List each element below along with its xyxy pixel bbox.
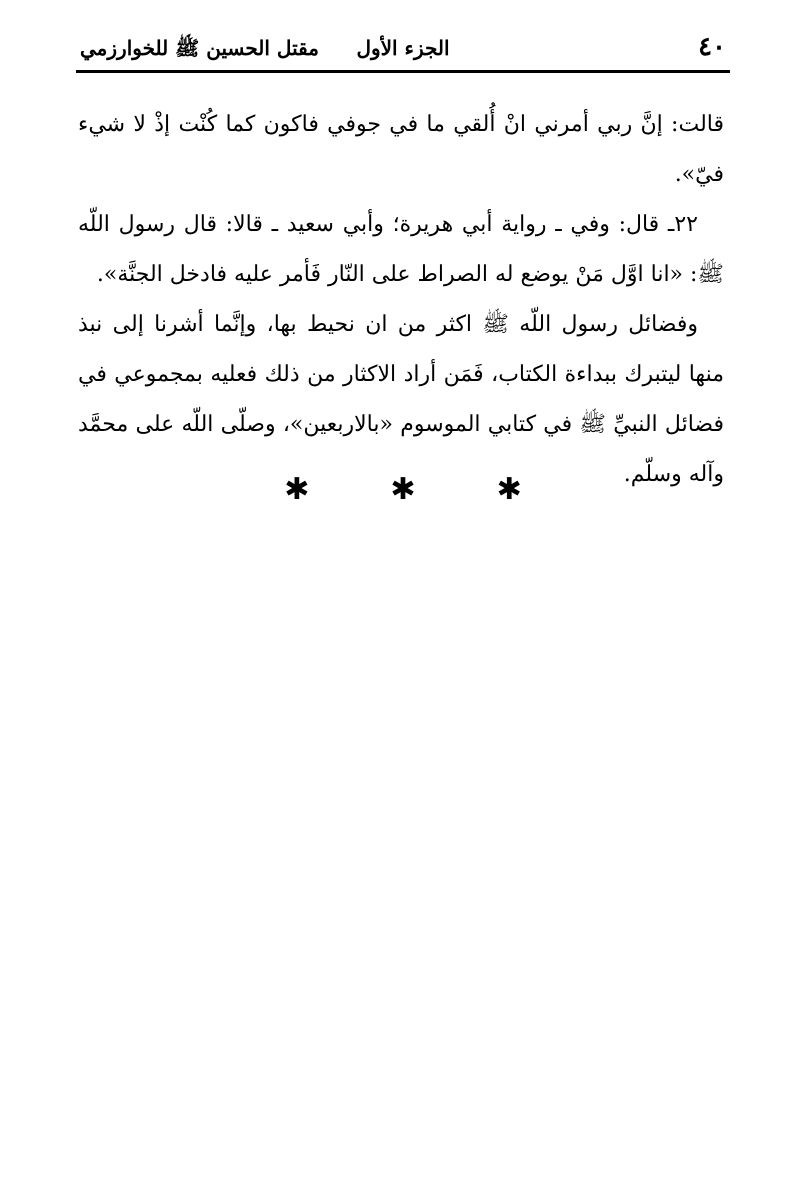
running-header xyxy=(80,32,726,66)
section-separator xyxy=(0,470,806,510)
paragraph-closing: وفضائل رسول اللّه ﷺ اكثر من ان نحيط بها، وإنَّما أشرنا إلى نبذ منها ليتبرك ببداءة الكتاب، فَمَن أراد الاكثار من ذلك فعليه بمجموعي في فضائل النبيِّ ﷺ في كتابي الموسوم «بالاربعين»، وصلّى اللّه على محمَّد وآله وسلّم. xyxy=(78,312,724,487)
book-title: مقتل الحسين ﷺ للخوارزمي xyxy=(80,36,319,60)
paragraph-hadith-22: ٢٢ـ قال: وفي ـ رواية أبي هريرة؛ وأبي سعيد ـ قالا: قال رسول اللّه ﷺ: «انا اوَّل مَنْ يوضع له الصراط على النّار فَأمر عليه فادخل الجنَّة». xyxy=(78,212,724,287)
body-text xyxy=(78,100,724,500)
paragraph-quote-end: قالت: إنَّ ربي أمرني انْ أُلقي ما في جوفي فاكون كما كُنْت إذْ لا شيء فيّ». xyxy=(78,112,724,187)
part-title: الجزء الأول xyxy=(356,36,450,60)
page-number: ٤٠ xyxy=(698,32,726,62)
asterisk-icon: ✱ xyxy=(390,472,416,507)
asterisk-icon: ✱ xyxy=(496,472,522,507)
header-rule xyxy=(76,70,730,73)
asterisk-icon: ✱ xyxy=(284,472,310,507)
